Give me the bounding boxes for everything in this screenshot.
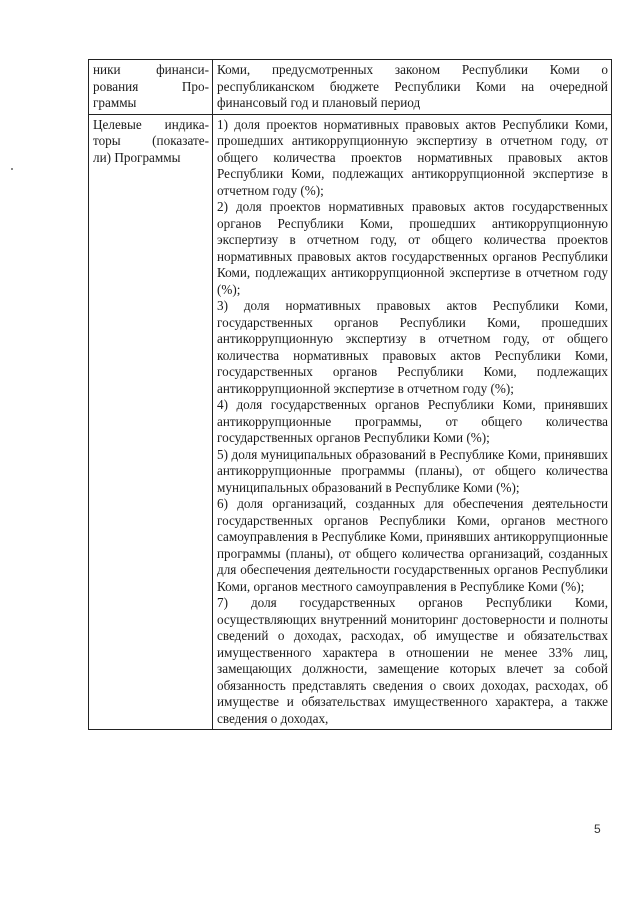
indicator-item: 5) доля муниципальных образований в Республике Коми, принявших антикоррупционные программы (планы), от общего количества муниципальных образований в Республике Коми (%); — [217, 446, 608, 495]
row-label-funding — [89, 60, 213, 115]
label-line: торы (показате- — [93, 133, 209, 148]
table-row — [89, 114, 612, 730]
table-row — [89, 60, 612, 115]
program-passport-table — [88, 59, 612, 730]
indicator-item: 6) доля организаций, созданных для обеспечения деятельности государственных органов Республики Коми, органов местного самоуправления в Республике Коми, принявших антикоррупционные программы (планы), от общего количества организаций, созданных для обеспечения деятельности государственных органов Республики Коми, органов местного самоуправления в Республике Коми (%); — [217, 496, 608, 594]
label-line: ники финанси- — [93, 62, 209, 77]
label-line: Целевые индика- — [93, 116, 209, 132]
row-label-indicators — [89, 114, 213, 730]
indicator-item: 3) доля нормативных правовых актов Республики Коми, государственных органов Республики Коми, прошедших антикоррупционную экспертизу в отчетном году, от общего количества нормативных правовых актов Республики Коми, государственных органов Республики Коми, подлежащих антикоррупционной экспертизе в отчетном году (%); — [217, 298, 608, 396]
indicator-item: 1) доля проектов нормативных правовых актов Республики Коми, прошедших антикоррупционную экспертизу в отчетном году, от общего количества проектов нормативных правовых актов Республики Коми, подлежащих антикоррупционной экспертизе в отчетном году (%); — [217, 116, 608, 198]
label-line: рования Про- — [93, 78, 209, 94]
indicator-item: 2) доля проектов нормативных правовых актов государственных органов Республики Коми, прошедших антикоррупционную экспертизу в отчетном году, от общего количества проектов нормативных правовых актов государственных органов Республики Коми, подлежащих антикоррупционной экспертизе в отчетном году (%); — [217, 199, 608, 297]
label-line: граммы — [93, 95, 137, 110]
indicator-item: 7) доля государственных органов Республики Коми, осуществляющих внутренний мониторинг достоверности и полноты сведений о доходах, расходах, об имуществе и обязательствах имущественного характера в отношении не менее 33% лиц, замещающих должности, замещение которых влечет за собой обязанность представлять сведения о своих доходах, расходах, об имуществе и обязательствах имущественного характера, а также сведения о доходах, — [217, 595, 608, 726]
row-content-indicators — [213, 114, 612, 730]
row-content-funding: Коми, предусмотренных законом Республики Коми о республиканском бюджете Республики Коми на очередной финансовый год и плановый период — [213, 60, 612, 115]
indicator-item: 4) доля государственных органов Республики Коми, принявших антикоррупционные программы, от общего количества государственных органов Республики Коми (%); — [217, 397, 608, 445]
page-number: 5 — [594, 822, 601, 836]
scan-speck — [11, 168, 13, 170]
label-line: ли) Программы — [93, 149, 181, 165]
